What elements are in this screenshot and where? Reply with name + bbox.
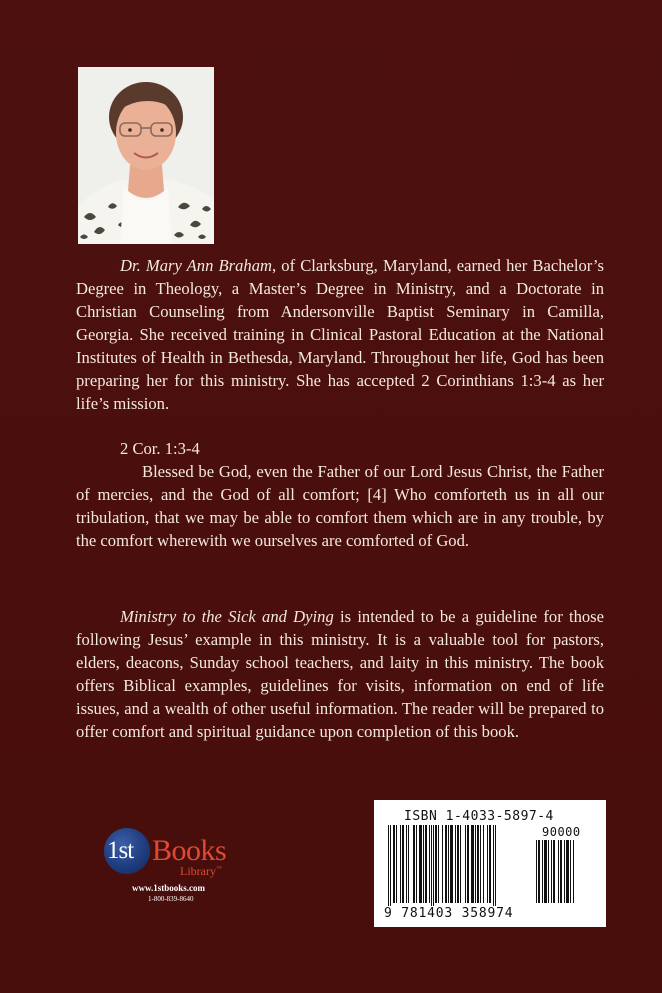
barcode-bar — [493, 825, 494, 909]
barcode-bar — [560, 840, 562, 903]
barcode-bar — [544, 840, 547, 903]
barcode-bar — [553, 840, 555, 903]
logo-library-text: Library — [180, 864, 216, 878]
barcode-bar — [536, 840, 537, 903]
barcode-bar — [471, 825, 474, 903]
barcode-bar — [419, 825, 422, 903]
barcode-bar — [570, 840, 571, 903]
scripture-passage — [76, 460, 604, 552]
barcode-bar — [467, 825, 469, 903]
barcode-bar — [433, 825, 434, 909]
barcode-bar — [396, 825, 397, 903]
barcode-digits: 9 781403 358974 — [384, 906, 514, 921]
scripture-reference: 2 Cor. 1:3-4 — [120, 439, 200, 458]
barcode-bar — [408, 825, 409, 903]
barcode-bars — [388, 825, 528, 909]
book-title: Ministry to the Sick and Dying — [120, 607, 334, 626]
barcode-bar — [445, 825, 447, 903]
barcode-bar — [460, 825, 461, 903]
barcode-bar — [425, 825, 427, 903]
barcode-bar — [406, 825, 407, 903]
barcode-bar — [548, 840, 549, 903]
barcode-bar — [442, 825, 443, 903]
barcode-bar — [480, 825, 481, 903]
barcode-bar — [489, 825, 491, 903]
publisher-website: www.1stbooks.com — [132, 883, 206, 893]
logo-books: Books — [152, 834, 227, 867]
barcode-bar — [416, 825, 417, 903]
barcode-bar — [542, 840, 543, 903]
barcode-bar — [455, 825, 456, 903]
barcode-bar — [423, 825, 424, 903]
barcode-bar — [475, 825, 476, 903]
barcode-bar — [566, 840, 569, 903]
bio-text: , of Clarksburg, Maryland, earned her Bachelor’s Degree in Theology, a Master’s Degree in Ministry, and a Doctorate in Christian Counseling from Andersonville Baptist Seminary in Camilla, Georgia. She received training in Clinical Pastoral Education at the National Institutes of Health in Bethesda, Maryland. Throughout her life, God has been preparing her for this ministry. She has accepted 2 Corinthians 1:3-4 as her life’s mission. — [76, 256, 604, 413]
trademark-symbol: ™ — [215, 866, 222, 872]
publisher-logo — [100, 826, 245, 911]
scripture-text: Blessed be God, even the Father of our Lord Jesus Christ, the Father of mercies, and the God of all comfort; [4] Who comforteth us in all our tribulation, that we may be able to comfort them which are in any trouble, by the comfort wherewith we ourselves are comforted of God. — [76, 462, 604, 550]
barcode-addon-bars — [536, 840, 590, 909]
barcode-bar — [431, 825, 432, 909]
barcode-bar — [400, 825, 401, 903]
barcode-bar — [402, 825, 404, 903]
isbn-barcode — [374, 800, 606, 927]
barcode-bar — [558, 840, 559, 903]
logo-1st: 1st — [107, 837, 134, 864]
barcode-bar — [551, 840, 552, 903]
price-code: 90000 — [542, 825, 581, 839]
author-photo — [78, 67, 214, 244]
barcode-bar — [438, 825, 439, 903]
author-name: Dr. Mary Ann Braham — [120, 256, 272, 275]
barcode-bar — [390, 825, 391, 909]
logo-library — [180, 863, 222, 878]
barcode-bar — [435, 825, 437, 903]
barcode-bar — [477, 825, 479, 903]
barcode-bar — [448, 825, 449, 903]
barcode-bar — [429, 825, 430, 903]
book-description — [76, 605, 604, 743]
barcode-bar — [413, 825, 415, 903]
barcode-bar — [538, 840, 540, 903]
barcode-bar — [457, 825, 459, 903]
description-text: is intended to be a guideline for those following Jesus’ example in this ministry. It is a valuable tool for pastors, elders, deacons, Sunday school teachers, and laity in this ministry. The book offers Biblical examples, guidelines for visits, information on end of life issues, and a wealth of other useful information. The reader will be prepared to offer comfort and spiritual guidance upon completion of this book. — [76, 607, 605, 741]
barcode-bar — [573, 840, 574, 903]
publisher-phone: 1-800-839-8640 — [148, 895, 194, 903]
barcode-bar — [564, 840, 565, 903]
barcode-bar — [487, 825, 488, 903]
barcode-bar — [450, 825, 453, 903]
barcode-bar — [393, 825, 395, 903]
barcode-bar — [483, 825, 484, 903]
isbn-label: ISBN 1-4033-5897-4 — [404, 809, 554, 824]
author-bio — [76, 254, 604, 415]
barcode-bar — [495, 825, 496, 909]
barcode-bar — [465, 825, 466, 903]
barcode-bar — [388, 825, 389, 909]
